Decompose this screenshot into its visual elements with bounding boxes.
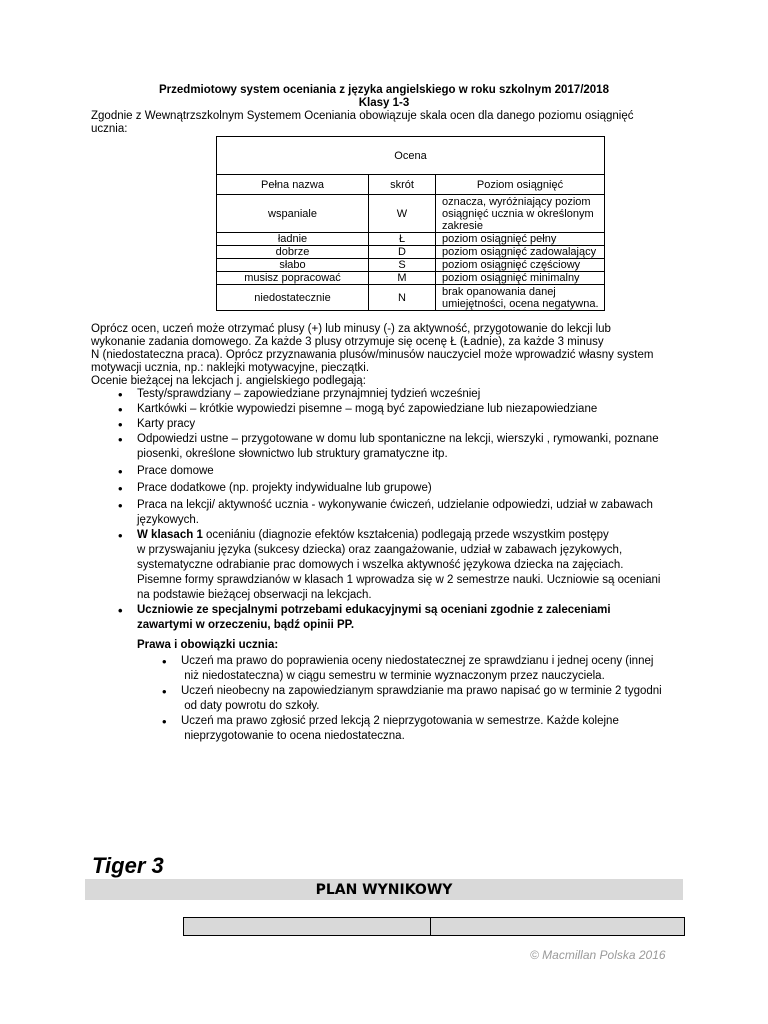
grade-abbr: M [369,272,436,285]
plan-table-header [183,917,685,936]
rights-item-text: • Uczeń ma prawo zgłosić przed lekcją 2 nieprzygotowania w semestrze. Każde kolejne [181,715,619,727]
special-needs-text: • Uczniowie ze specjalnymi potrzebami edukacyjnymi są oceniani zgodnie z zaleceniami [137,604,611,616]
rights-item-text: • Uczeń ma prawo do poprawienia oceny niedostatecznej ze sprawdzianu i jednej oceny (innej [181,655,654,667]
paragraph-line: wykonanie zadania domowego. Za każde 3 plusy otrzymuje się ocenę Ł (Ładnie), za każde 3 minusy [91,336,604,348]
list-item [118,481,678,496]
list-item-text: • Prace dodatkowe (np. projekty indywidualne lub grupowe) [137,482,432,494]
rights-item-text: od daty powrotu do szkoły. [181,700,320,712]
klasa1-text: oceniániu (diagnozie efektów kształcenia) podlegają przede wszystkim postępy [202,529,609,541]
grade-desc: poziom osiągnięć częściowy [436,259,605,272]
header-level: Poziom osiągnięć [436,175,605,195]
list-item-special-needs [118,603,678,633]
rights-item-text: nieprzygotowanie to ocena niedostateczna. [181,730,405,742]
grade-desc-line: zakresie [442,219,483,232]
list-item-text: • Karty pracy [137,418,196,430]
klasa1-text: na podstawie bieżącej obserwacji na lekcjach. [137,589,372,601]
paragraph-line: Ocenie bieżącej na lekcjach j. angielskiego podlegają: [91,375,366,387]
klasa1-lead: W klasach 1 [137,529,203,541]
list-item-text: • Prace domowe [137,465,214,477]
grade-desc [436,195,605,233]
grade-name: musisz popracować [217,272,369,285]
list-item-text: • Odpowiedzi ustne – przygotowane w domu lub spontaniczne na lekcji, wierszyki , rymowanki, poznane [137,433,659,445]
assessment-list [118,387,678,633]
grade-name: słabo [217,259,369,272]
grade-name: dobrze [217,246,369,259]
list-item [162,684,702,714]
header-full-name: Pełna nazwa [217,175,369,195]
rights-item-text: • Uczeń nieobecny na zapowiedzianym sprawdzianie ma prawo napisać go w terminie 2 tygodni [181,685,662,697]
list-item-text: językowych. [137,514,199,526]
rights-list [162,654,702,744]
grades-table-caption: Ocena [217,137,605,175]
list-item-text: piosenki, określone słownictwo lub struktury gramatyczne itp. [137,448,448,460]
list-item-klasa1 [118,528,678,603]
grade-abbr: Ł [369,233,436,246]
paragraph-line: motywacji ucznia, np.: naklejki motywacyjne, pieczątki. [91,362,370,374]
grade-desc: poziom osiągnięć zadowalający [436,246,605,259]
table-row [217,285,605,311]
grade-abbr: D [369,246,436,259]
rights-item-text: niż niedostateczna) w ciągu semestru w terminie wyznaczonym przez nauczyciela. [181,670,605,682]
grade-desc [436,285,605,311]
klasa1-text: w przyswajaniu języka (sukcesy dziecka) oraz zaangażowanie, udział w zabawach językowych, [137,544,623,556]
list-item [118,402,678,417]
tiger-heading: Tiger 3 [92,853,164,878]
special-needs-text: zawartymi w orzeczeniu, bądź opinii PP. [137,619,355,631]
intro-text-line: ucznia: [91,123,128,135]
rights-heading: Prawa i obowiązki ucznia: [137,639,279,651]
list-item [162,714,702,744]
paragraph-line: N (niedostateczna praca). Oprócz przyznawania plusów/minusów nauczyciel może wprowadzić własny system [91,349,654,361]
grade-name: niedostatecznie [217,285,369,311]
grade-abbr: S [369,259,436,272]
grade-desc: poziom osiągnięć minimalny [436,272,605,285]
grade-name: wspaniale [217,195,369,233]
grade-desc-line: umiejętności, ocena negatywna. [442,297,599,310]
grade-name: ładnie [217,233,369,246]
header-abbr: skrót [369,175,436,195]
table-row [217,233,605,246]
document-subtitle: Klasy 1-3 [358,97,410,109]
intro-text-line: Zgodnie z Wewnątrzszkolnym Systemem Oceniania obowiązuje skala ocen dla danego poziomu osiągnięć [91,110,634,122]
table-row [217,246,605,259]
grade-desc: poziom osiągnięć pełny [436,233,605,246]
list-item [162,654,702,684]
plan-wynikowy-heading: PLAN WYNIKOWY [85,879,683,900]
list-item-text: • Testy/sprawdziany – zapowiedziane przynajmniej tydzień wcześniej [137,388,481,400]
grade-abbr: W [369,195,436,233]
list-item [118,498,678,528]
document-title: Przedmiotowy system oceniania z języka angielskiego w roku szkolnym 2017/2018 [159,84,609,96]
list-item [118,387,678,402]
list-item [118,417,678,432]
paragraph-line: Oprócz ocen, uczeń może otrzymać plusy (+) lub minusy (-) za aktywność, przygotowanie do lekcji lub [91,323,611,335]
table-column-divider [430,918,431,935]
table-row [217,259,605,272]
grade-abbr: N [369,285,436,311]
list-item-text: • Kartkówki – krótkie wypowiedzi pisemne – mogą być zapowiedziane lub niezapowiedziane [137,403,598,415]
klasa1-text: Pisemne formy sprawdzianów w klasach 1 wprowadza się w 2 semestrze nauki. Uczniowie są oceniani [137,574,661,586]
table-row [217,195,605,233]
copyright-notice: © Macmillan Polska 2016 [530,948,666,962]
grade-desc-line: brak opanowania danej [442,285,556,298]
list-item [118,432,678,462]
grade-desc-line: osiągnięć ucznia w określonym [442,207,594,220]
grades-table [216,136,605,311]
list-item [118,464,678,479]
list-item-text: • Praca na lekcji/ aktywność ucznia - wykonywanie ćwiczeń, udzielanie odpowiedzi, udział w zabawach [137,499,653,511]
table-row [217,272,605,285]
klasa1-text: systematyczne odrabianie prac domowych i wszelka aktywność językowa dziecka na zajęciach. [137,559,624,571]
grade-desc-line: oznacza, wyróżniający poziom [442,195,591,208]
